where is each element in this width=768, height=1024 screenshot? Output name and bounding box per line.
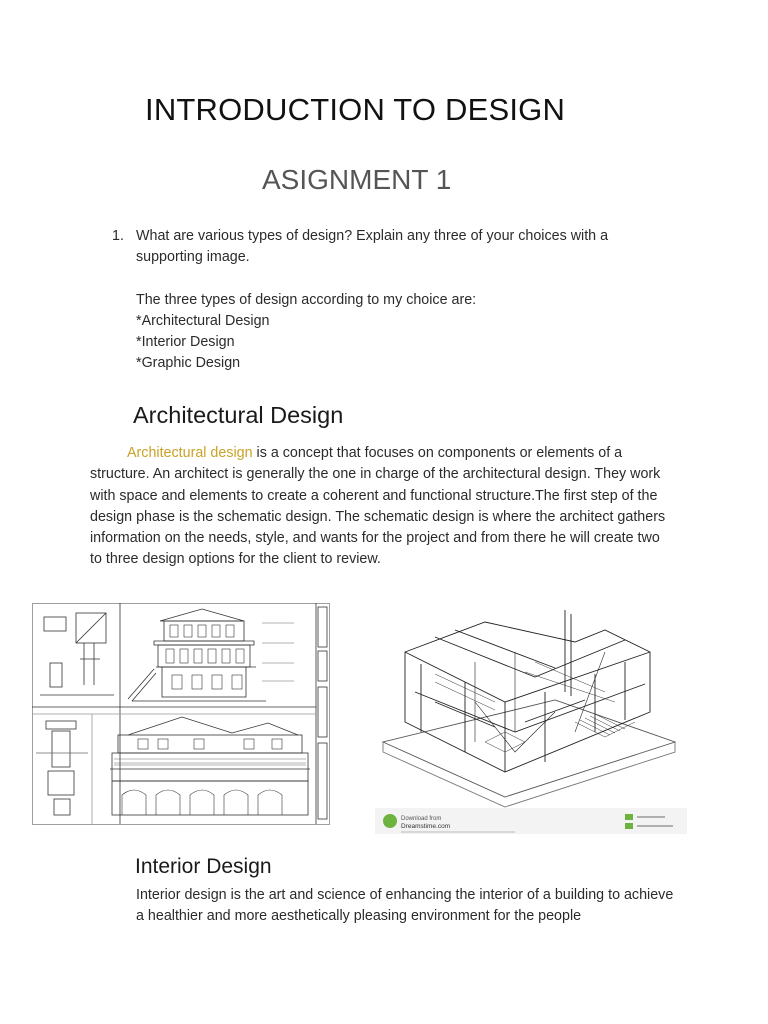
architectural-design-link[interactable]: Architectural design xyxy=(127,445,253,461)
architectural-paragraph xyxy=(90,443,670,571)
choice-item: *Interior Design xyxy=(136,334,235,350)
choice-item: *Graphic Design xyxy=(136,355,241,371)
question-text: What are various types of design? Explain any three of your choices with a supporting image. xyxy=(136,228,609,265)
architectural-drawings-image xyxy=(32,603,330,825)
question-item xyxy=(112,226,672,268)
choices-block xyxy=(136,290,476,374)
choice-item: *Architectural Design xyxy=(136,313,270,329)
architectural-heading: Architectural Design xyxy=(133,402,344,428)
wireframe-house-image xyxy=(375,592,687,834)
question-number: 1. xyxy=(112,228,124,244)
intro-line: The three types of design according to my choice are: xyxy=(136,292,477,308)
dreamstime-logo-icon xyxy=(383,814,397,828)
architectural-body: is a concept that focuses on components or elements of a structure. An architect is generally the one in charge of the architectural design. They work with space and elements to create a coherent and functional structure.The first step of the design phase is the schematic design. The schematic design is where the architect gathers information on the needs, style, and wants for the project and from there he will create two to three design options for the client to review. xyxy=(90,445,666,568)
assignment-subtitle: ASIGNMENT 1 xyxy=(262,164,452,195)
interior-paragraph: Interior design is the art and science of enhancing the interior of a building to achieve a healthier and more aesthetically pleasing environment for the people xyxy=(136,887,674,925)
watermark-line1: Download from xyxy=(401,816,442,822)
watermark-line2: Dreamstime.com xyxy=(401,823,451,830)
page-title: INTRODUCTION TO DESIGN xyxy=(145,92,566,127)
interior-heading: Interior Design xyxy=(135,855,272,878)
